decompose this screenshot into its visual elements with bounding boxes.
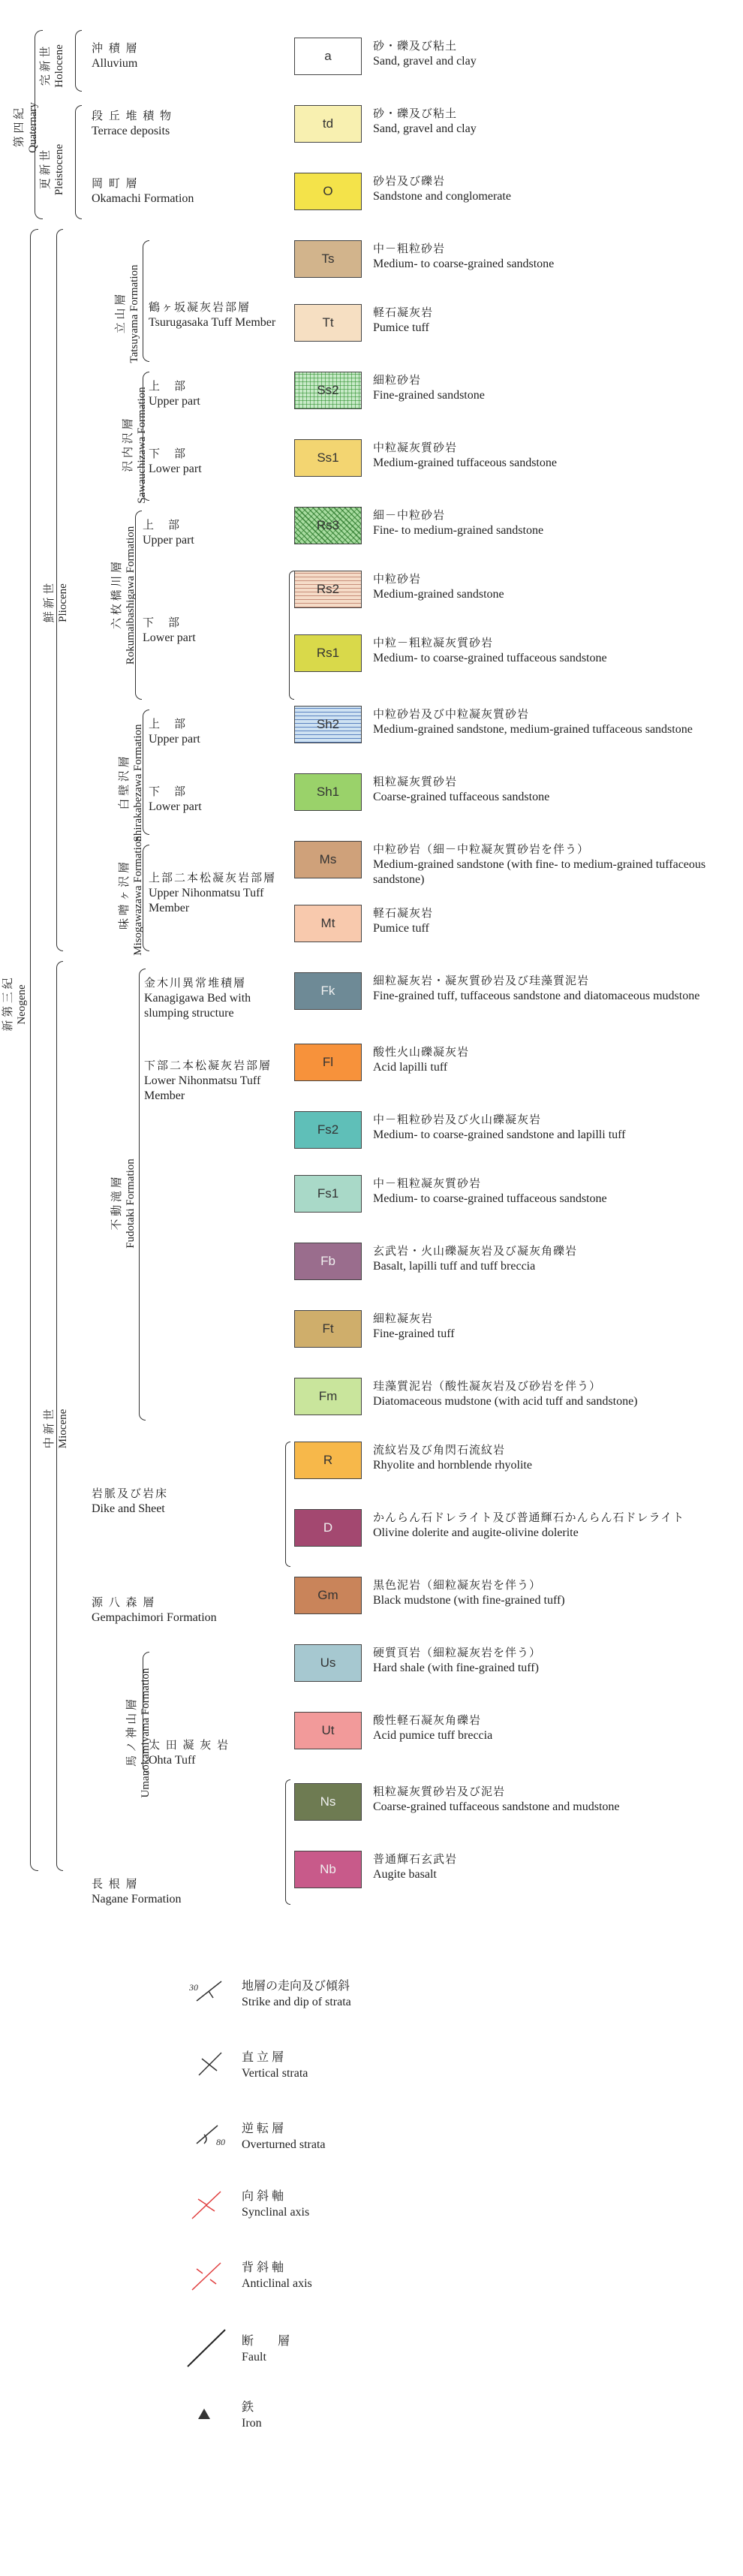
legend-code: Tt — [322, 315, 334, 330]
legend-description: 粗粒凝灰質砂岩 Coarse-grained tuffaceous sandstone — [373, 776, 550, 803]
legend-description: 細粒凝灰岩 Fine-grained tuff — [373, 1313, 455, 1340]
nagane-bracket — [285, 1779, 290, 1905]
group-shirakabezawa-label: 白 壁 沢 層 Shirakabezawa Formation — [119, 724, 144, 842]
legend-description: 中粒砂岩 Medium-grained sandstone — [373, 574, 504, 601]
group-umanokamiyama-label: 馬 ノ 神 山 層 Umanokamiyama Formation — [126, 1668, 152, 1798]
legend-description: 中粒凝灰質砂岩 Medium-grained tuffaceous sandstone — [373, 442, 557, 469]
legend-code: Fm — [318, 1389, 338, 1403]
legend-box-sh1 — [294, 773, 362, 811]
legend-description: 軽石凝灰岩 Pumice tuff — [373, 307, 434, 334]
legend-description: 中－粗粒砂岩 Medium- to coarse-grained sandstone — [373, 243, 555, 270]
synclinal-axis-icon — [188, 2189, 225, 2222]
epoch-holocene-label: 完 新 世 Holocene — [40, 44, 65, 88]
legend-code: Fl — [322, 1055, 334, 1069]
legend-box-tt — [294, 304, 362, 342]
legend-box-rs3 — [294, 507, 362, 544]
legend-description: 珪藻質泥岩（酸性凝灰岩及び砂岩を伴う） Diatomaceous mudstone (with acid tuff and sandstone) — [373, 1381, 638, 1408]
formation-terrace: 段 丘 堆 積 物 Terrace deposits — [92, 110, 173, 137]
svg-text:80: 80 — [216, 2137, 225, 2147]
legend-description: 中粒砂岩及び中粒凝灰質砂岩 Medium-grained sandstone, medium-grained tuffaceous sandstone — [373, 709, 693, 736]
legend-box-o — [294, 173, 362, 210]
legend-description: 中粒－粗粒凝灰質砂岩 Medium- to coarse-grained tuffaceous sandstone — [373, 637, 607, 664]
fault-icon — [184, 2327, 229, 2369]
epoch-pleistocene-bracket — [75, 105, 82, 219]
legend-code: Gm — [317, 1588, 338, 1602]
legend-description: 流紋岩及び角閃石流紋岩 Rhyolite and hornblende rhyolite — [373, 1445, 532, 1472]
legend-box-fm — [294, 1378, 362, 1415]
formation-kanagigawa: 金木川異常堆積層 Kanagigawa Bed with slumping structure — [144, 978, 251, 1020]
legend-code: R — [323, 1453, 333, 1467]
epoch-holocene-bracket — [75, 30, 82, 92]
group-misogawazawa-label: 味 噌 ヶ 沢 層 Misogawazawa Formation — [119, 836, 144, 956]
era-neogene-bracket — [30, 229, 38, 1871]
formation-tsurugasaka: 鶴ヶ坂凝灰岩部層 Tsurugasaka Tuff Member — [149, 302, 276, 329]
legend-description: 粗粒凝灰質砂岩及び泥岩 Coarse-grained tuffaceous sandstone and mudstone — [373, 1786, 620, 1813]
legend-code: Ut — [321, 1723, 335, 1737]
epoch-pleistocene-label: 更 新 世 Pleistocene — [40, 143, 65, 196]
legend-description: 中－粗粒凝灰質砂岩 Medium- to coarse-grained tuffaceous sandstone — [373, 1178, 607, 1205]
legend-description: 普通輝石玄武岩 Augite basalt — [373, 1854, 458, 1881]
formation-lower-nihonmatsu: 下部二本松凝灰岩部層 Lower Nihonmatsu Tuff Member — [144, 1060, 272, 1102]
legend-box-fb — [294, 1243, 362, 1280]
legend-description: 細－中粒砂岩 Fine- to medium-grained sandstone — [373, 510, 544, 537]
legend-description: 軽石凝灰岩 Pumice tuff — [373, 908, 434, 935]
legend-description: かんらん石ドレライト及び普通輝石かんらん石ドレライト Olivine dolerite and augite-olivine dolerite — [373, 1512, 685, 1539]
legend-box-ss2 — [294, 372, 362, 409]
anticlinal-axis-label: 背 斜 軸 Anticlinal axis — [242, 2261, 312, 2290]
vertical-strata-label: 直 立 層 Vertical strata — [242, 2051, 308, 2080]
legend-description: 硬質頁岩（細粒凝灰岩を伴う） Hard shale (with fine-grained tuff) — [373, 1647, 542, 1674]
formation-rs-lower: 下 部 Lower part — [143, 617, 196, 644]
legend-box-a — [294, 38, 362, 75]
group-rokumaibashigawa-bracket — [135, 511, 142, 700]
legend-code: Fs2 — [317, 1122, 339, 1137]
overturned-strata-icon — [188, 2121, 240, 2151]
legend-code: a — [324, 49, 332, 63]
rs-lower-bracket — [289, 571, 294, 700]
legend-code: Rs2 — [316, 582, 340, 596]
legend-code: Fk — [320, 984, 335, 998]
legend-code: Ms — [319, 852, 337, 866]
group-fudotaki-bracket — [139, 969, 146, 1421]
era-quaternary-label: 第 四 紀 Quaternary — [14, 102, 39, 153]
legend-description: 細粒砂岩 Fine-grained sandstone — [373, 375, 485, 402]
legend-box-fs1 — [294, 1175, 362, 1213]
legend-box-nb — [294, 1851, 362, 1888]
legend-code: Ss1 — [317, 450, 339, 465]
formation-rs-upper: 上 部 Upper part — [143, 520, 194, 547]
legend-box-us — [294, 1644, 362, 1682]
dike-bracket — [285, 1442, 290, 1567]
group-rokumaibashigawa-label: 六 枚 橋 川 層 Rokumaibashigawa Formation — [111, 526, 137, 665]
legend-box-r — [294, 1442, 362, 1479]
overturned-strata-label: 逆 転 層 Overturned strata — [242, 2123, 326, 2151]
formation-gempachimori: 源 八 森 層 Gempachimori Formation — [92, 1597, 217, 1624]
legend-box-ss1 — [294, 439, 362, 477]
epoch-miocene-label: 中 新 世 Miocene — [44, 1409, 69, 1449]
formation-dike-sheet: 岩脈及び岩床 Dike and Sheet — [92, 1488, 169, 1515]
legend-code: Ft — [322, 1321, 334, 1336]
formation-alluvium: 沖 積 層 Alluvium — [92, 43, 139, 70]
legend-description: 砂岩及び礫岩 Sandstone and conglomerate — [373, 176, 511, 203]
legend-code: Ns — [320, 1794, 336, 1809]
iron-label: 鉄 Iron — [242, 2401, 262, 2430]
legend-box-rs2 — [294, 571, 362, 608]
legend-box-d — [294, 1509, 362, 1547]
legend-description: 中粒砂岩（細－中粒凝灰質砂岩を伴う） Medium-grained sandstone (with fine- to medium-grained tuffaceous sandstone) — [373, 844, 706, 886]
legend-box-gm — [294, 1577, 362, 1614]
legend-code: Nb — [320, 1862, 336, 1876]
iron-icon — [197, 2407, 212, 2421]
legend-description: 砂・礫及び粘土 Sand, gravel and clay — [373, 108, 477, 135]
legend-box-td — [294, 105, 362, 143]
anticlinal-axis-icon — [188, 2260, 225, 2294]
legend-code: D — [323, 1520, 333, 1535]
legend-box-ms — [294, 841, 362, 878]
legend-code: Fb — [320, 1254, 335, 1268]
formation-sh-lower: 下 部 Lower part — [149, 786, 202, 813]
legend-code: Rs3 — [316, 518, 340, 532]
formation-nagane: 長 根 層 Nagane Formation — [92, 1879, 182, 1906]
legend-box-sh2 — [294, 706, 362, 743]
formation-ss-upper: 上 部 Upper part — [149, 381, 200, 408]
strike-dip-icon — [188, 1978, 233, 2008]
group-tatsuyama-label: 立 山 層 Tatsuyama Formation — [115, 264, 140, 363]
group-fudotaki-label: 不 動 滝 層 Fudotaki Formation — [111, 1158, 137, 1249]
synclinal-axis-label: 向 斜 軸 Synclinal axis — [242, 2190, 310, 2219]
group-sawauchizawa-label: 沢 内 沢 層 Sawauchizawa Formation — [122, 387, 148, 504]
formation-sh-upper: 上 部 Upper part — [149, 719, 200, 746]
formation-ss-lower: 下 部 Lower part — [149, 448, 202, 475]
legend-code: Sh2 — [316, 717, 340, 731]
legend-description: 黒色泥岩（細粒凝灰岩を伴う） Black mudstone (with fine-grained tuff) — [373, 1580, 565, 1607]
legend-code: O — [323, 184, 333, 198]
epoch-pliocene-label: 鮮 新 世 Pliocene — [44, 583, 69, 623]
legend-description: 酸性火山礫凝灰岩 Acid lapilli tuff — [373, 1047, 470, 1074]
legend-box-ut — [294, 1712, 362, 1749]
legend-description: 砂・礫及び粘土 Sand, gravel and clay — [373, 41, 477, 68]
vertical-strata-icon — [191, 2050, 229, 2080]
era-neogene-label: 新 第 三 紀 Neogene — [2, 978, 28, 1032]
legend-code: Sh1 — [316, 785, 340, 799]
legend-code: Rs1 — [316, 646, 340, 660]
legend-box-fs2 — [294, 1111, 362, 1149]
formation-okamachi: 岡 町 層 Okamachi Formation — [92, 178, 194, 205]
legend-code: td — [322, 116, 334, 131]
epoch-miocene-bracket — [56, 961, 63, 1871]
legend-description: 細粒凝灰岩・凝灰質砂岩及び珪藻質泥岩 Fine-grained tuff, tuffaceous sandstone and diatomaceous mudstone — [373, 975, 700, 1002]
svg-text:30: 30 — [189, 1982, 198, 1993]
legend-box-mt — [294, 905, 362, 942]
strike-dip-label: 地層の走向及び傾斜 Strike and dip of strata — [242, 1980, 351, 2008]
formation-ohta-tuff: 太 田 凝 灰 岩 Ohta Tuff — [149, 1740, 230, 1767]
legend-box-fk — [294, 972, 362, 1010]
epoch-pliocene-bracket — [56, 229, 63, 951]
formation-upper-nihonmatsu: 上部二本松凝灰岩部層 Upper Nihonmatsu Tuff Member — [149, 872, 277, 914]
legend-box-fl — [294, 1044, 362, 1081]
legend-description: 中－粗粒砂岩及び火山礫凝灰岩 Medium- to coarse-grained sandstone and lapilli tuff — [373, 1114, 626, 1141]
legend-code: Fs1 — [317, 1186, 339, 1201]
legend-code: Ss2 — [317, 383, 339, 397]
legend-box-ns — [294, 1783, 362, 1821]
legend-box-ft — [294, 1310, 362, 1348]
legend-code: Mt — [320, 916, 335, 930]
legend-description: 玄武岩・火山礫凝灰岩及び凝灰角礫岩 Basalt, lapilli tuff and tuff breccia — [373, 1246, 578, 1273]
legend-code: Ts — [321, 252, 335, 266]
legend-description: 酸性軽石凝灰角礫岩 Acid pumice tuff breccia — [373, 1715, 493, 1742]
legend-code: Us — [320, 1656, 336, 1670]
legend-box-ts — [294, 240, 362, 278]
legend-box-rs1 — [294, 634, 362, 672]
fault-label: 断 層 Fault — [242, 2335, 290, 2364]
